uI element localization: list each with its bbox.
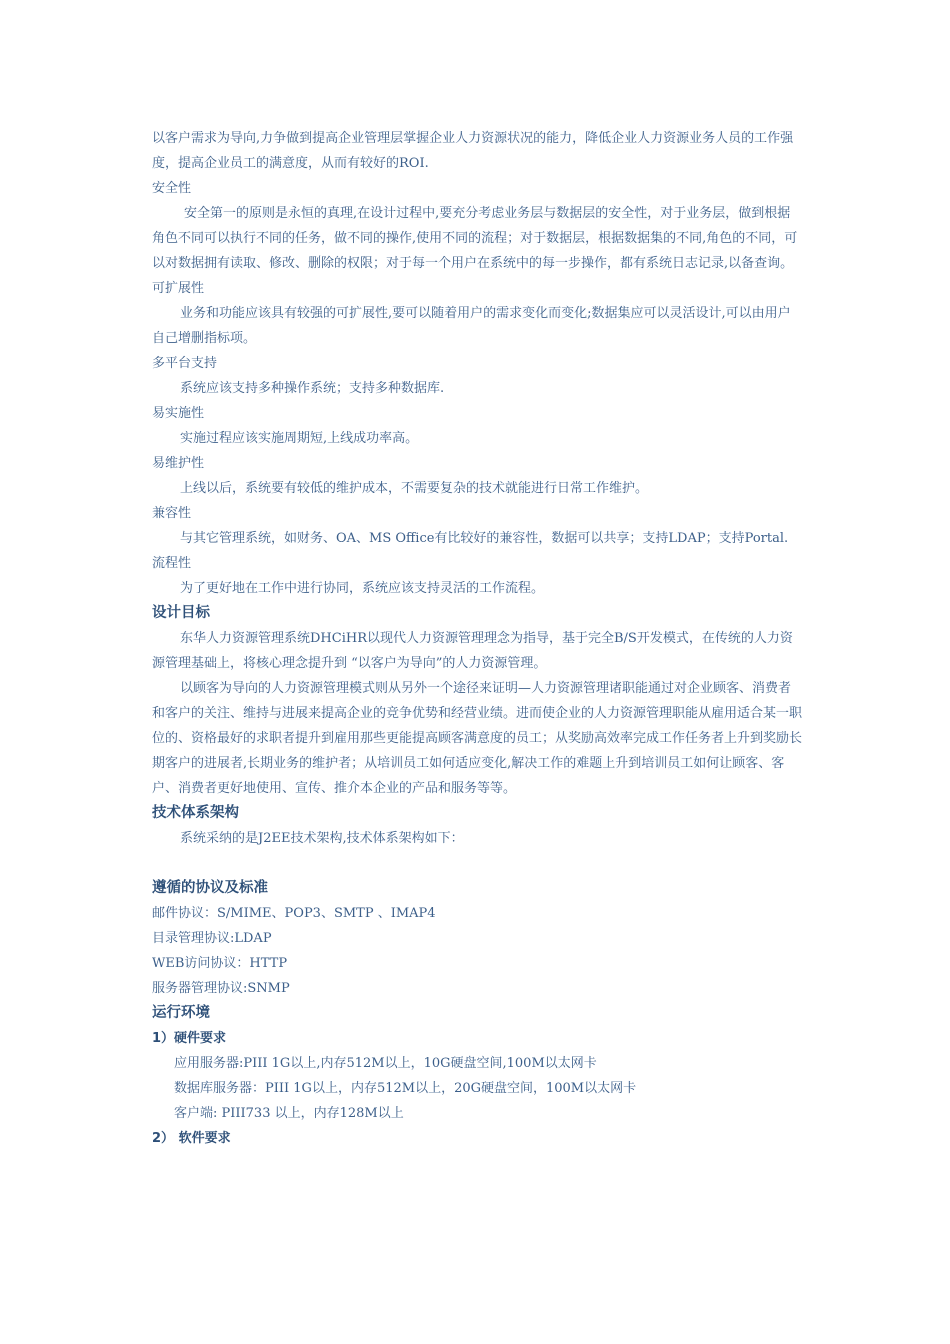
compatibility-body: 与其它管理系统，如财务、OA、MS Office有比较好的兼容性，数据可以共享；支持LDAP；支持Portal. bbox=[180, 531, 789, 546]
maintainability-body: 上线以后，系统要有较低的维护成本，不需要复杂的技术就能进行日常工作维护。 bbox=[180, 481, 649, 496]
protocols-heading: 遵循的协议及标准 bbox=[152, 880, 268, 896]
security-title: 安全性 bbox=[152, 181, 192, 196]
workflow-body: 为了更好地在工作中进行协同，系统应该支持灵活的工作流程。 bbox=[180, 581, 545, 596]
protocol-item: 邮件协议：S/MIME、POP3、SMTP 、IMAP4 bbox=[152, 906, 436, 921]
hardware-item: 数据库服务器：PIII 1G以上，内存512M以上，20G硬盘空间，100M以太网卡 bbox=[174, 1081, 637, 1096]
maintainability-title: 易维护性 bbox=[152, 456, 205, 471]
design-goal-paragraph-2: 以顾客为导向的人力资源管理模式则从另外一个途径来证明—人力资源管理诸职能通过对企业顾客、消费者和客户的关注、维持与进展来提高企业的竞争优势和经营业绩。进而使企业的人力资源管理职能从雇用适合某一职位的、资格最好的求职者提升到雇用那些更能提高顾客满意度的员工；从奖励高效率完成工作任务者上升到奖励长期客户的进展者,长期业务的维护者；从培训员工如何适应变化,解决工作的难题上升到培训员工如何让顾客、客户、消费者更好地使用、宣传、推介本企业的产品和服务等等。 bbox=[152, 681, 803, 796]
deployability-title: 易实施性 bbox=[152, 406, 205, 421]
deployability-body: 实施过程应该实施周期短,上线成功率高。 bbox=[180, 431, 419, 446]
multiplatform-title: 多平台支持 bbox=[152, 356, 218, 371]
hardware-heading: 1）硬件要求 bbox=[152, 1031, 227, 1046]
hardware-item: 应用服务器:PIII 1G以上,内存512M以上，10G硬盘空间,100M以太网卡 bbox=[174, 1056, 597, 1071]
workflow-title: 流程性 bbox=[152, 556, 192, 571]
multiplatform-body: 系统应该支持多种操作系统；支持多种数据库. bbox=[180, 381, 445, 396]
hardware-item: 客户端: PIII733 以上，内存128M以上 bbox=[174, 1106, 404, 1121]
environment-heading: 运行环境 bbox=[152, 1005, 210, 1021]
architecture-heading: 技术体系架构 bbox=[152, 805, 239, 821]
document-page bbox=[152, 126, 802, 1151]
protocol-item: 服务器管理协议:SNMP bbox=[152, 981, 290, 996]
software-heading: 2） 软件要求 bbox=[152, 1131, 231, 1146]
protocol-item: 目录管理协议:LDAP bbox=[152, 931, 272, 946]
scalability-body: 业务和功能应该具有较强的可扩展性,要可以随着用户的需求变化而变化;数据集应可以灵活设计,可以由用户自己增删指标项。 bbox=[152, 306, 791, 346]
scalability-title: 可扩展性 bbox=[152, 281, 205, 296]
compatibility-title: 兼容性 bbox=[152, 506, 192, 521]
intro-paragraph: 以客户需求为导向,力争做到提高企业管理层掌握企业人力资源状况的能力，降低企业人力资源业务人员的工作强度，提高企业员工的满意度，从而有较好的ROI. bbox=[152, 131, 794, 171]
design-goal-heading: 设计目标 bbox=[152, 605, 210, 621]
protocol-item: WEB访问协议：HTTP bbox=[152, 956, 288, 971]
architecture-paragraph: 系统采纳的是J2EE技术架构,技术体系架构如下： bbox=[180, 831, 464, 846]
security-body: 安全第一的原则是永恒的真理,在设计过程中,要充分考虑业务层与数据层的安全性，对于业务层，做到根据角色不同可以执行不同的任务，做不同的操作,使用不同的流程；对于数据层，根据数据集的不同,角色的不同，可以对数据拥有读取、修改、删除的权限；对于每一个用户在系统中的每一步操作，都有系统日志记录,以备查询。 bbox=[152, 206, 798, 271]
design-goal-paragraph-1: 东华人力资源管理系统DHCiHR以现代人力资源管理理念为指导，基于完全B/S开发模式，在传统的人力资源管理基础上，将核心理念提升到 “以客户为导向”的人力资源管理。 bbox=[152, 631, 793, 671]
architecture-diagram-placeholder bbox=[152, 851, 802, 876]
